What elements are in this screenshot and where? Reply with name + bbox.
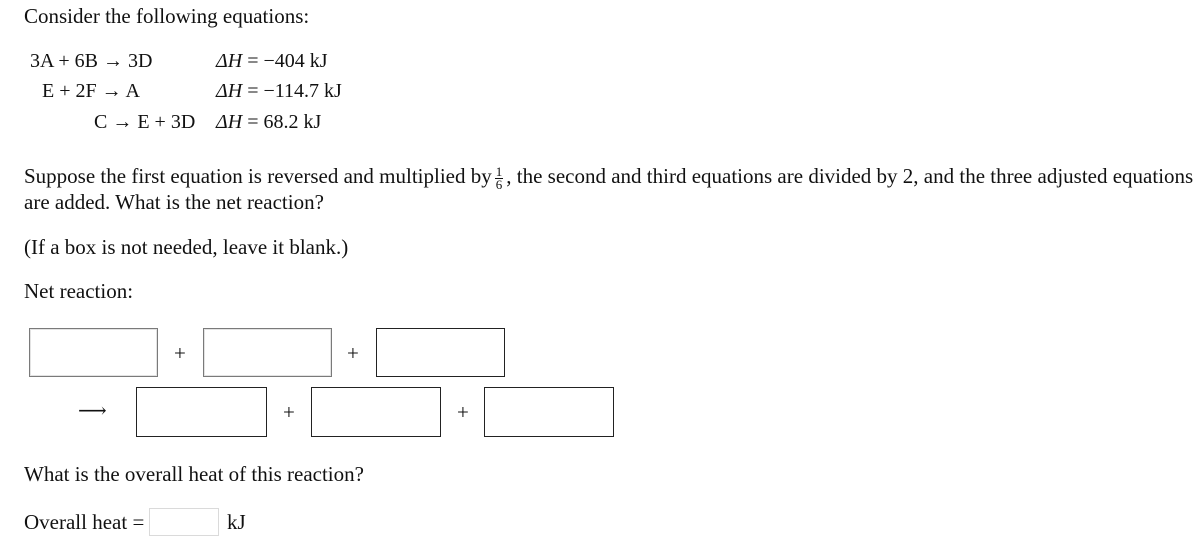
product-input-1[interactable] — [136, 387, 267, 437]
plus-sign: + — [347, 341, 359, 365]
overall-heat-input[interactable] — [149, 508, 219, 536]
overall-heat-label: Overall heat = — [24, 510, 145, 534]
plus-sign: + — [174, 341, 186, 365]
plus-sign: + — [283, 400, 295, 424]
fraction-numerator: 1 — [495, 163, 503, 179]
plus-sign: + — [457, 400, 469, 424]
fraction-denominator: 6 — [495, 176, 503, 192]
equation-3-reaction: C → E + 3D — [94, 111, 196, 133]
reaction-arrow-icon: ⟶ — [78, 400, 107, 422]
product-input-2[interactable] — [311, 387, 441, 437]
equation-1-enthalpy — [216, 50, 328, 73]
question-line-2: are added. What is the net reaction? — [24, 190, 324, 214]
equation-2-dh-value: = −114.7 kJ — [247, 80, 342, 102]
question-text-part-2: , the second and third equations are divided by 2, and the three adjusted equations — [506, 164, 1194, 188]
delta-h-symbol: ΔH — [216, 111, 243, 133]
heat-unit-label: kJ — [227, 510, 246, 534]
reactant-input-1[interactable] — [29, 328, 158, 377]
heat-question-text: What is the overall heat of this reaction? — [24, 462, 364, 486]
equation-2-enthalpy — [216, 80, 342, 103]
delta-h-symbol: ΔH — [216, 50, 243, 72]
reactant-input-2[interactable] — [203, 328, 332, 377]
hint-text: (If a box is not needed, leave it blank.) — [24, 235, 349, 259]
equation-1-dh-value: = −404 kJ — [247, 50, 328, 72]
intro-text: Consider the following equations: — [24, 4, 310, 28]
net-reaction-label: Net reaction: — [24, 279, 134, 303]
equation-3-enthalpy — [216, 111, 321, 134]
product-input-3[interactable] — [484, 387, 614, 437]
equation-2-reaction: E + 2F → A — [42, 80, 140, 102]
reactant-input-3[interactable] — [376, 328, 505, 377]
equation-1-reaction: 3A + 6B → 3D — [30, 50, 153, 72]
fraction — [495, 163, 504, 192]
equation-3-dh-value: = 68.2 kJ — [247, 111, 322, 133]
question-text-part-1: Suppose the first equation is reversed and multiplied by — [24, 164, 492, 188]
question-line-1 — [24, 164, 1193, 191]
delta-h-symbol: ΔH — [216, 80, 243, 102]
